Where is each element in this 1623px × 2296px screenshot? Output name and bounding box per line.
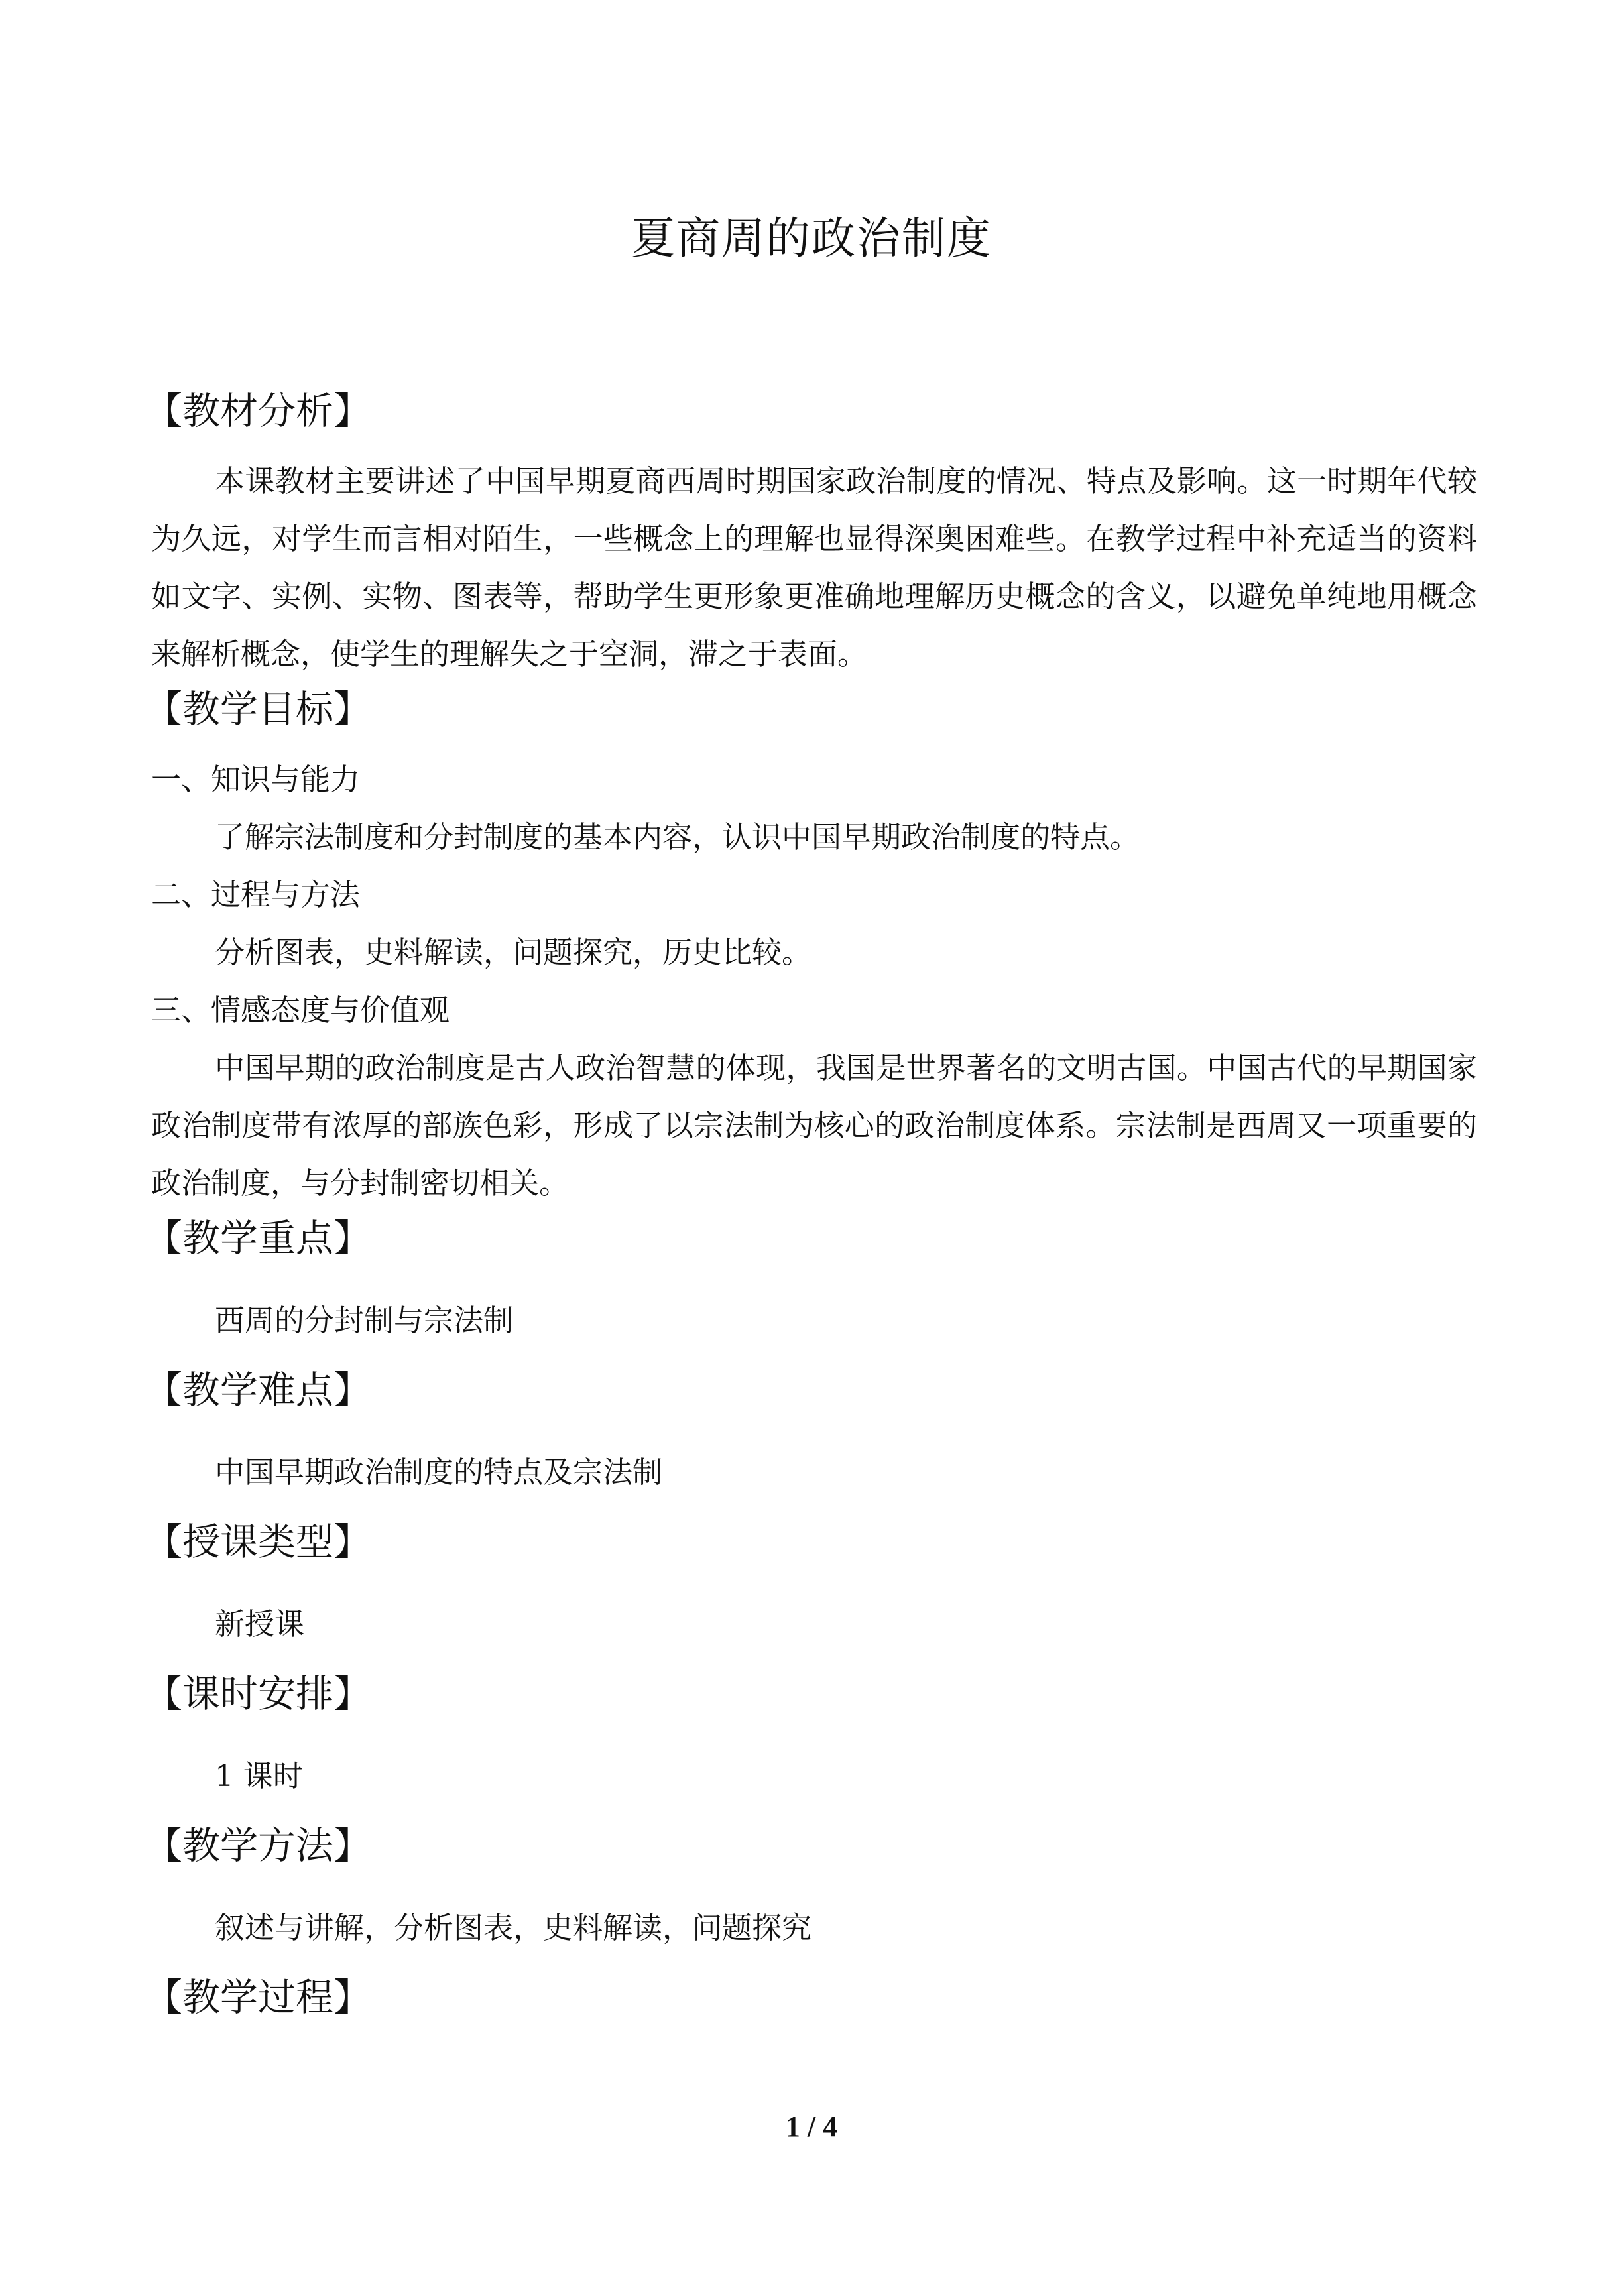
heading-key-points: 【教学重点】	[145, 1217, 371, 1260]
goal-label-knowledge: 一、知识与能力	[151, 762, 361, 797]
goal-text-process: 分析图表，史料解读，问题探究，历史比较。	[215, 935, 812, 970]
heading-teaching-goals: 【教学目标】	[145, 688, 371, 731]
heading-process: 【教学过程】	[145, 1976, 371, 2020]
text-methods: 叙述与讲解，分析图表，史料解读，问题探究	[215, 1910, 812, 1945]
document-body	[145, 385, 1477, 2024]
paragraph-material-analysis: 本课教材主要讲述了中国早期夏商西周时期国家政治制度的情况、特点及影响。这一时期年代较为久远，对学生而言相对陌生，一些概念上的理解也显得深奥困难些。在教学过程中补充适当的资料如文字、实例、实物、图表等，帮助学生更形象更准确地理解历史概念的含义，以避免单纯地用概念来解析概念，使学生的理解失之于空洞，滞之于表面。	[151, 463, 1477, 672]
document-title: 夏商周的政治制度	[631, 213, 992, 264]
goal-label-values: 三、情感态度与价值观	[151, 993, 450, 1028]
goal-text-values: 中国早期的政治制度是古人政治智慧的体现，我国是世界著名的文明古国。中国古代的早期国家政治制度带有浓厚的部族色彩，形成了以宗法制为核心的政治制度体系。宗法制是西周又一项重要的政治制度，与分封制密切相关。	[151, 1050, 1477, 1201]
text-schedule: 1 课时	[215, 1758, 303, 1793]
goal-label-process: 二、过程与方法	[151, 877, 361, 912]
text-lesson-type: 新授课	[215, 1606, 305, 1642]
heading-material-analysis: 【教材分析】	[145, 389, 371, 433]
text-difficulties: 中国早期政治制度的特点及宗法制	[215, 1455, 663, 1490]
heading-methods: 【教学方法】	[145, 1824, 371, 1868]
heading-schedule: 【课时安排】	[145, 1672, 371, 1716]
heading-lesson-type: 【授课类型】	[145, 1520, 371, 1564]
heading-difficulties: 【教学难点】	[145, 1368, 371, 1412]
text-key-points: 西周的分封制与宗法制	[215, 1303, 514, 1338]
page-number: 1 / 4	[785, 2110, 838, 2143]
goal-text-knowledge: 了解宗法制度和分封制度的基本内容，认识中国早期政治制度的特点。	[215, 819, 1140, 855]
